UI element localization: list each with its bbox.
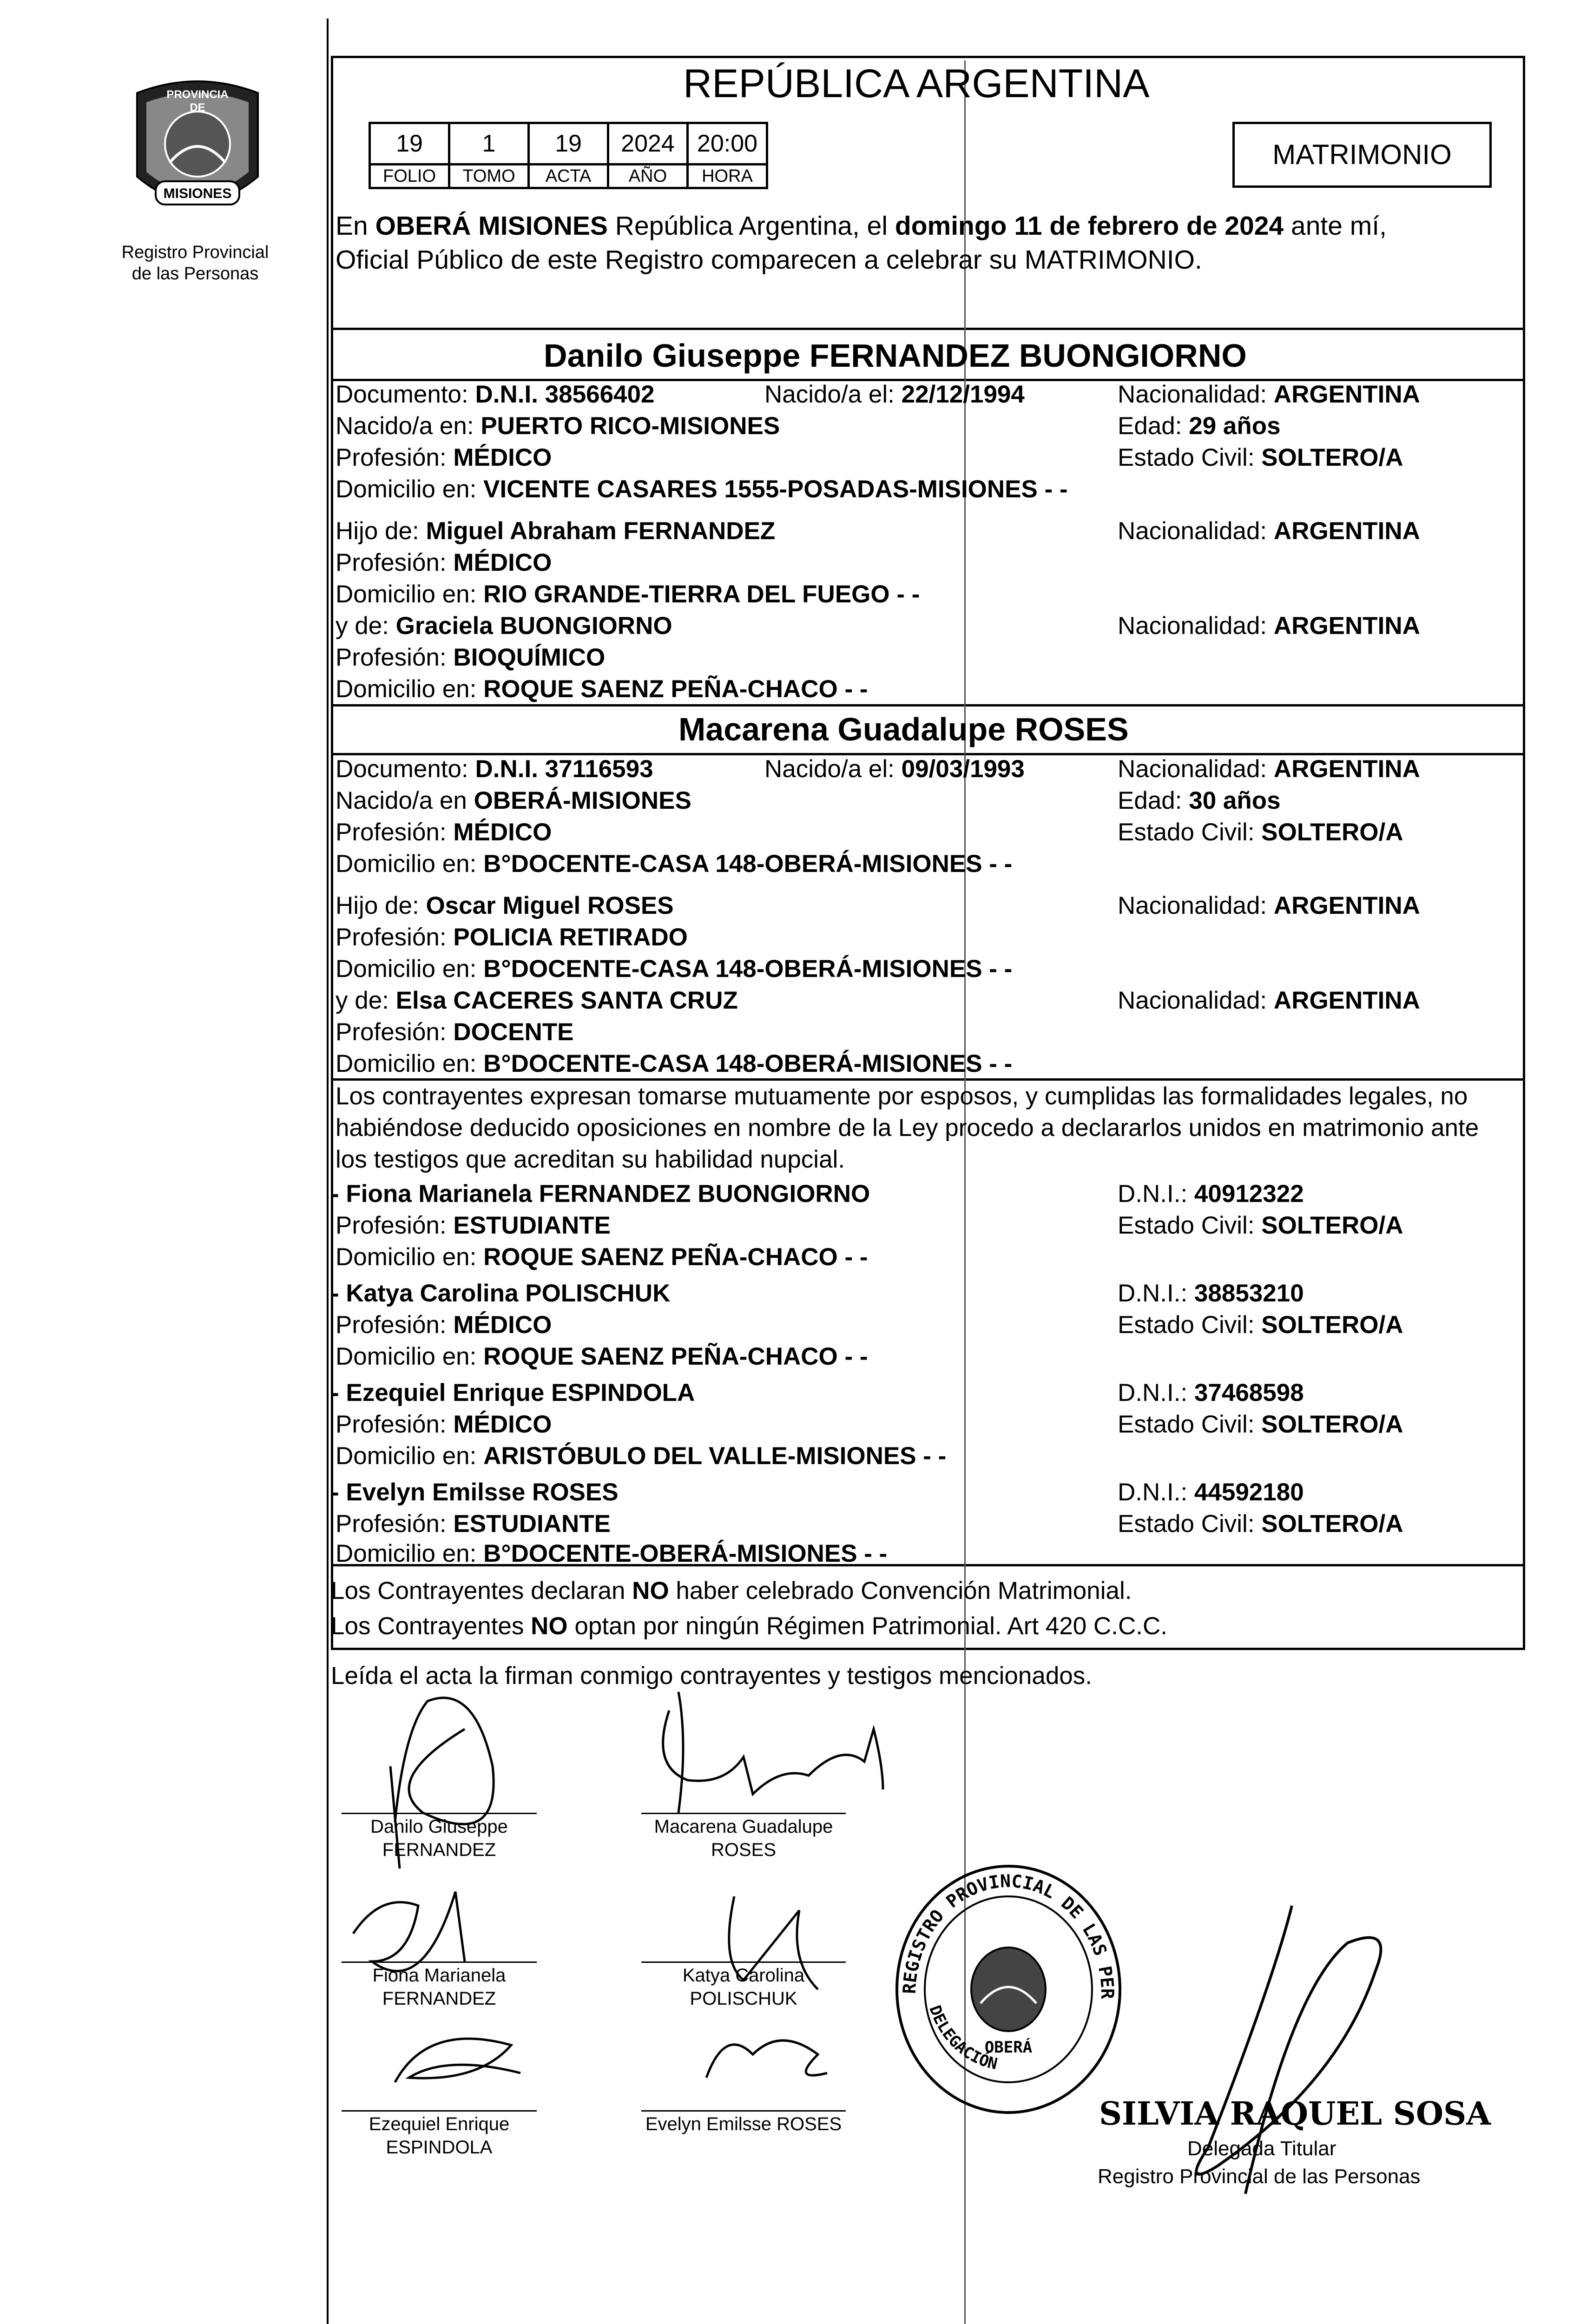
spouse1-mother: y de: Graciela BUONGIORNO <box>336 612 672 640</box>
acta-label: ACTA <box>529 165 608 188</box>
declaration-line2: habiéndose deducido oposiciones en nombre de la Ley procedo a declararlos unidos en matrimonio ante <box>336 1114 1479 1142</box>
intro-line2: Oficial Público de este Registro comparecen a celebrar su MATRIMONIO. <box>336 245 1202 275</box>
official-office: Registro Provincial de las Personas <box>1098 2165 1421 2188</box>
convention-line1: Los Contrayentes declaran NO haber celebrado Convención Matrimonial. <box>331 1577 1132 1604</box>
declaration-line1: Los contrayentes expresan tomarse mutuamente por esposos, y cumplidas las formalidades legales, no <box>336 1083 1468 1110</box>
spouse2-father-nationality: Nacionalidad: ARGENTINA <box>1118 892 1420 919</box>
spouse1-civil-status: Estado Civil: SOLTERO/A <box>1118 444 1403 471</box>
intro-p1: En <box>336 211 375 241</box>
tomo-value: 1 <box>449 123 529 165</box>
witness1-dni: D.N.I.: 40912322 <box>1118 1180 1304 1208</box>
hora-value: 20:00 <box>688 123 767 165</box>
seal-top-text: PROVINCIA DE <box>166 88 229 114</box>
record-table <box>369 122 768 189</box>
signature-line-4 <box>641 1961 846 1963</box>
spouse2-mother-nationality: Nacionalidad: ARGENTINA <box>1118 987 1420 1014</box>
folio-value: 19 <box>370 123 449 165</box>
closing-statement: Leída el acta la firman conmigo contrayentes y testigos mencionados. <box>331 1662 1093 1690</box>
spouse2-birthdate: Nacido/a el: 09/03/1993 <box>764 755 1025 783</box>
intro-p3: ante mí, <box>1284 211 1387 241</box>
official-title: Delegada Titular <box>1187 2137 1336 2160</box>
witness1-profession: Profesión: ESTUDIANTE <box>336 1212 611 1239</box>
signature-label-4: Katya Carolina POLISCHUK <box>682 1965 805 2009</box>
witness3-address: Domicilio en: ARISTÓBULO DEL VALLE-MISIONES - - <box>336 1442 947 1470</box>
witness4-address: Domicilio en: B°DOCENTE-OBERÁ-MISIONES - - <box>336 1540 888 1567</box>
signature-scribbles <box>325 1673 976 2161</box>
spouse2-mother: y de: Elsa CACERES SANTA CRUZ <box>336 987 738 1014</box>
signature-line-1 <box>342 1813 537 1814</box>
rule-spouse1-end <box>331 704 1525 706</box>
witness2-dni: D.N.I.: 38853210 <box>1118 1280 1304 1307</box>
country-title: REPÚBLICA ARGENTINA <box>683 61 1150 106</box>
stamp-center-text: OBERÁ <box>984 2038 1033 2057</box>
spouse1-address: Domicilio en: VICENTE CASARES 1555-POSADAS-MISIONES - - <box>336 475 1068 503</box>
spouse2-father-profession: Profesión: POLICIA RETIRADO <box>336 924 688 951</box>
spouse2-profession: Profesión: MÉDICO <box>336 819 552 846</box>
spouse2-age: Edad: 30 años <box>1118 787 1281 814</box>
witness2-name: - Katya Carolina POLISCHUK <box>331 1280 671 1307</box>
spouse2-documento: Documento: D.N.I. 37116593 <box>336 755 653 783</box>
frame-right <box>1523 56 1525 1650</box>
witness3-civil-status: Estado Civil: SOLTERO/A <box>1118 1411 1403 1438</box>
rule-after-intro <box>331 328 1525 330</box>
signature-label-6: Evelyn Emilsse ROSES <box>645 2114 842 2134</box>
intro-date: domingo 11 de febrero de 2024 <box>895 211 1284 241</box>
spouse2-mother-address: Domicilio en: B°DOCENTE-CASA 148-OBERÁ-MISIONES - - <box>336 1050 1013 1077</box>
spouse2-address: Domicilio en: B°DOCENTE-CASA 148-OBERÁ-MISIONES - - <box>336 850 1013 878</box>
signature-line-3 <box>342 1961 537 1963</box>
witness4-name: - Evelyn Emilsse ROSES <box>331 1479 619 1506</box>
signature-label-3: Fiona Marianela FERNANDEZ <box>372 1965 506 2009</box>
witness4-civil-status: Estado Civil: SOLTERO/A <box>1118 1510 1403 1538</box>
signature-label-2: Macarena Guadalupe ROSES <box>654 1816 833 1860</box>
signature-line-2 <box>641 1813 846 1814</box>
spouse2-father: Hijo de: Oscar Miguel ROSES <box>336 892 674 919</box>
ano-label: AÑO <box>608 165 688 188</box>
spouse1-father-nationality: Nacionalidad: ARGENTINA <box>1118 517 1420 545</box>
intro-city: OBERÁ MISIONES <box>375 211 608 241</box>
spouse1-birthdate: Nacido/a el: 22/12/1994 <box>764 381 1025 408</box>
stamp-bottom-text: DELEGACIÓN <box>925 2003 1000 2074</box>
convention-line2: Los Contrayentes NO optan por ningún Régimen Patrimonial. Art 420 C.C.C. <box>331 1612 1167 1640</box>
spouse1-mother-nationality: Nacionalidad: ARGENTINA <box>1118 612 1420 640</box>
spouse1-mother-profession: Profesión: BIOQUÍMICO <box>336 644 606 671</box>
signature-label-5: Ezequiel Enrique ESPINDOLA <box>369 2114 510 2158</box>
signature-line-6 <box>641 2110 846 2112</box>
registry-stamp <box>888 1855 1129 2115</box>
folio-label: FOLIO <box>370 165 449 188</box>
witness1-civil-status: Estado Civil: SOLTERO/A <box>1118 1212 1403 1239</box>
stamp-top-text: REGISTRO PROVINCIAL DE LAS PER <box>899 1870 1118 1999</box>
intro-p2: República Argentina, el <box>607 211 895 241</box>
witness4-dni: D.N.I.: 44592180 <box>1118 1479 1304 1506</box>
signature-line-5 <box>342 2110 537 2112</box>
doc-type-box: MATRIMONIO <box>1232 122 1492 188</box>
registry-caption-line2: de las Personas <box>132 264 259 284</box>
witness2-address: Domicilio en: ROQUE SAENZ PEÑA-CHACO - - <box>336 1343 868 1370</box>
spouse1-age: Edad: 29 años <box>1118 412 1281 440</box>
ano-value: 2024 <box>608 123 688 165</box>
spouse1-father: Hijo de: Miguel Abraham FERNANDEZ <box>336 517 776 545</box>
spouse2-civil-status: Estado Civil: SOLTERO/A <box>1118 819 1403 846</box>
witness2-civil-status: Estado Civil: SOLTERO/A <box>1118 1311 1403 1339</box>
witness1-name: - Fiona Marianela FERNANDEZ BUONGIORNO <box>331 1180 870 1208</box>
spouse1-mother-address: Domicilio en: ROQUE SAENZ PEÑA-CHACO - - <box>336 675 868 703</box>
spouse1-father-address: Domicilio en: RIO GRANDE-TIERRA DEL FUEGO - - <box>336 581 920 608</box>
frame-left <box>331 56 333 1650</box>
witness1-address: Domicilio en: ROQUE SAENZ PEÑA-CHACO - - <box>336 1243 868 1271</box>
tomo-label: TOMO <box>449 165 529 188</box>
registry-caption-line1: Registro Provincial <box>121 243 269 262</box>
spouse1-father-profession: Profesión: MÉDICO <box>336 549 552 576</box>
signature-label-1: Danilo Giuseppe FERNANDEZ <box>370 1816 508 1860</box>
witness2-profession: Profesión: MÉDICO <box>336 1311 552 1339</box>
witness4-profession: Profesión: ESTUDIANTE <box>336 1510 611 1538</box>
witness3-name: - Ezequiel Enrique ESPINDOLA <box>331 1379 695 1406</box>
spouse2-mother-profession: Profesión: DOCENTE <box>336 1018 574 1046</box>
spouse1-name: Danilo Giuseppe FERNANDEZ BUONGIORNO <box>544 337 1247 374</box>
rule-spouse2-end <box>331 1078 1525 1081</box>
registry-logo <box>128 74 267 228</box>
witness3-dni: D.N.I.: 37468598 <box>1118 1379 1304 1406</box>
hora-label: HORA <box>688 165 767 188</box>
intro-line1 <box>336 211 1387 240</box>
official-name: SILVIA RAQUEL SOSA <box>1099 2095 1491 2133</box>
spouse2-birthplace: Nacido/a en OBERÁ-MISIONES <box>336 787 691 814</box>
witness3-profession: Profesión: MÉDICO <box>336 1411 552 1438</box>
spouse1-profession: Profesión: MÉDICO <box>336 444 552 471</box>
spouse2-father-address: Domicilio en: B°DOCENTE-CASA 148-OBERÁ-MISIONES - - <box>336 955 1013 983</box>
spouse1-birthplace: Nacido/a en: PUERTO RICO-MISIONES <box>336 412 780 440</box>
registry-caption <box>98 242 293 284</box>
spouse1-nationality: Nacionalidad: ARGENTINA <box>1118 381 1420 408</box>
acta-value: 19 <box>529 123 608 165</box>
declaration-line3: los testigos que acreditan su habilidad nupcial. <box>336 1146 845 1173</box>
seal-bottom-text: MISIONES <box>163 186 232 201</box>
spouse2-name: Macarena Guadalupe ROSES <box>678 711 1129 747</box>
spouse2-nationality: Nacionalidad: ARGENTINA <box>1118 755 1420 783</box>
spouse1-documento: Documento: D.N.I. 38566402 <box>336 381 655 408</box>
rule-closing <box>331 1648 1525 1650</box>
